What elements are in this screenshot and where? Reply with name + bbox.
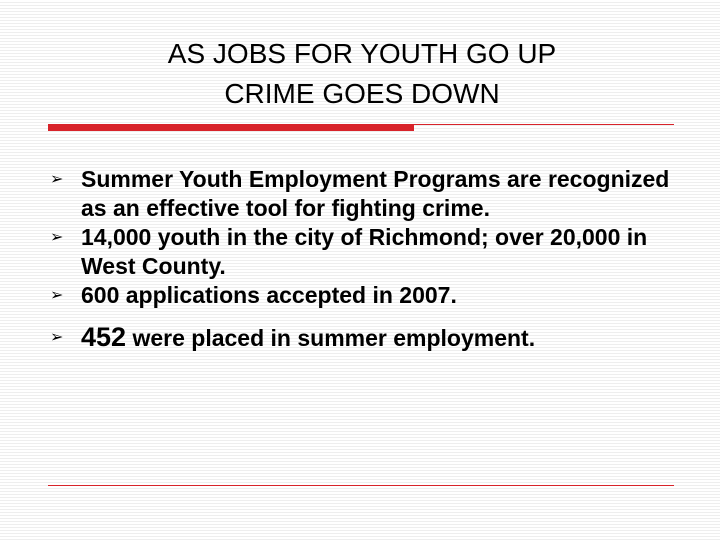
arrowhead-bullet-icon: ➢ [50,287,64,304]
title-underline-thick [48,124,414,131]
bullet-text: were placed in summer employment. [126,325,536,351]
bullet-text: 14,000 youth in the city of Richmond; over 20,000 in West County. [81,224,648,279]
arrowhead-bullet-icon: ➢ [50,229,64,246]
slide-title [40,34,684,114]
bullet-item-youth-count [50,223,670,281]
title-underline-thin [414,124,674,125]
arrowhead-bullet-icon: ➢ [50,171,64,188]
bullet-item-programs [50,165,670,223]
title-line-1: AS JOBS FOR YOUTH GO UP [167,38,557,69]
title-line-2: CRIME GOES DOWN [224,78,500,109]
bullet-text: 600 applications accepted in 2007. [81,282,457,308]
bullet-text: Summer Youth Employment Programs are recognized as an effective tool for fighting crime. [81,166,670,221]
placed-count: 452 [81,322,127,352]
bullet-list [50,165,670,353]
footer-rule [48,485,674,486]
bullet-item-applications [50,281,670,310]
arrowhead-bullet-icon: ➢ [50,329,64,346]
bullet-item-placed [50,323,670,353]
